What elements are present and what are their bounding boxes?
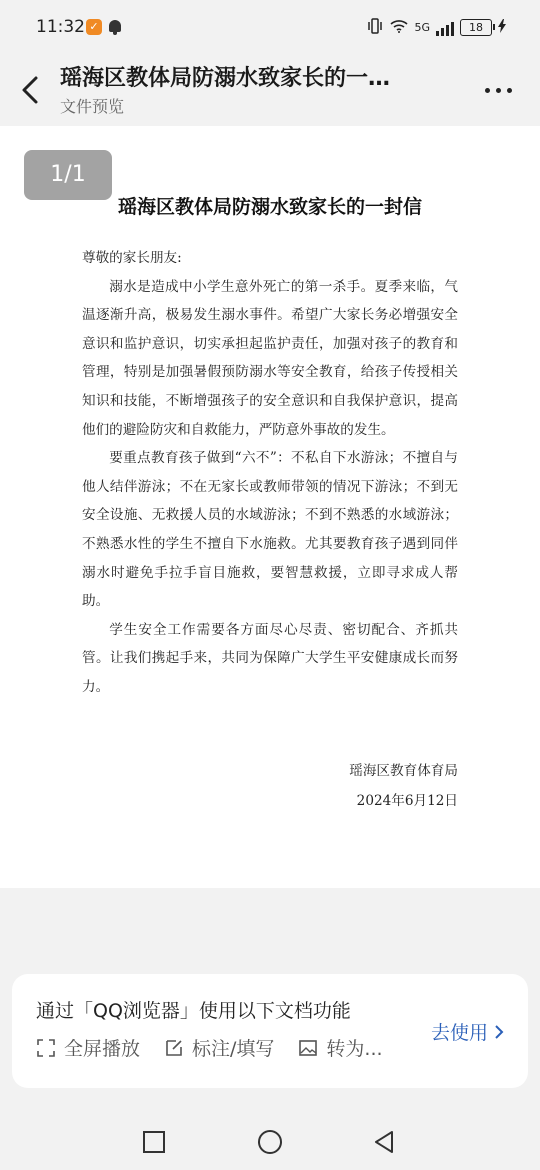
qq-penguin-icon [108,20,122,35]
app-bar [0,58,540,126]
signature-organization: 瑶海区教育体育局 [349,763,458,779]
battery-level: 18 [469,21,483,34]
letter-body [82,244,458,702]
notification-icons [86,19,122,35]
title-block [60,62,460,118]
status-bar [0,0,540,58]
signature-date: 2024年6月12日 [356,793,458,809]
back-arrow-icon [14,72,46,108]
chevron-right-icon [494,1024,504,1040]
wifi-icon [390,19,408,36]
promo-action-label: 转为... [326,1038,383,1060]
back-button[interactable] [14,72,46,108]
network-type-label: 5G [414,21,430,34]
charging-icon [498,19,506,36]
go-use-label: 去使用 [430,1022,488,1044]
promo-actions [36,1034,383,1061]
more-dot-icon [485,88,490,93]
system-status-icons [366,18,506,37]
go-use-button[interactable] [431,1018,504,1045]
document-subtitle: 文件预览 [60,97,125,116]
home-button[interactable] [257,1130,281,1154]
letter-greeting: 尊敬的家长朋友: [82,250,182,266]
letter-paragraph: 溺水是造成中小学生意外死亡的第一杀手。夏季来临，气温逐渐升高，极易发生溺水事件。希望广大家长务必增强安全意识和监护意识，切实承担起监护责任，加强对孩子的教育和管理，特别是加强暑假预防溺水等安全教育，给孩子传授相关知识和技能，不断增强孩子的安全意识和自我保护意识，提高他们的避险防灾和自救能力，严防意外事故的发生。 [82,278,458,438]
system-navigation-bar [0,1112,540,1170]
promo-action-label: 标注/填写 [192,1038,275,1060]
letter-signature [349,756,458,816]
document-page[interactable] [0,126,540,888]
app-notification-icon: ✓ [86,19,102,35]
signal-icon [436,20,454,36]
more-dot-icon [507,88,512,93]
promo-heading: 通过「QQ浏览器」使用以下文档功能 [36,1000,351,1022]
page-counter: 1/1 [24,150,112,200]
battery-icon [460,19,492,36]
promo-action-label: 全屏播放 [64,1038,141,1060]
circle-icon [257,1130,283,1156]
more-options-button[interactable] [485,88,512,93]
more-dot-icon [496,88,501,93]
expand-icon [36,1038,56,1058]
convert-action[interactable] [298,1034,382,1061]
square-icon [142,1130,166,1154]
status-time: 11:32 [36,17,85,37]
letter-title: 瑶海区教体局防溺水致家长的一封信 [117,196,422,218]
annotate-fill-action[interactable] [164,1034,274,1061]
edit-icon [164,1038,184,1058]
recent-apps-button[interactable] [142,1130,166,1154]
triangle-back-icon [372,1130,396,1154]
vibrate-icon [366,18,384,37]
back-nav-button[interactable] [372,1130,396,1154]
document-title: 瑶海区教体局防溺水致家长的一… [60,66,391,91]
qq-browser-promo-card [12,974,528,1088]
letter-paragraph: 要重点教育孩子做到“六不”：不私自下水游泳；不擅自与他人结伴游泳；不在无家长或教师带领的情况下游泳；不到无安全设施、无救援人员的水域游泳；不到不熟悉的水域游泳；不熟悉水性的学生不擅自下水施救。尤其要教育孩子遇到同伴溺水时避免手拉手盲目施救，要智慧救援，立即寻求成人帮助。 [82,450,458,610]
fullscreen-play-action[interactable] [36,1034,140,1061]
letter-paragraph: 学生安全工作需要各方面尽心尽责、密切配合、齐抓共管。让我们携起手来，共同为保障广大学生平安健康成长而努力。 [82,621,458,695]
image-icon [298,1038,318,1058]
